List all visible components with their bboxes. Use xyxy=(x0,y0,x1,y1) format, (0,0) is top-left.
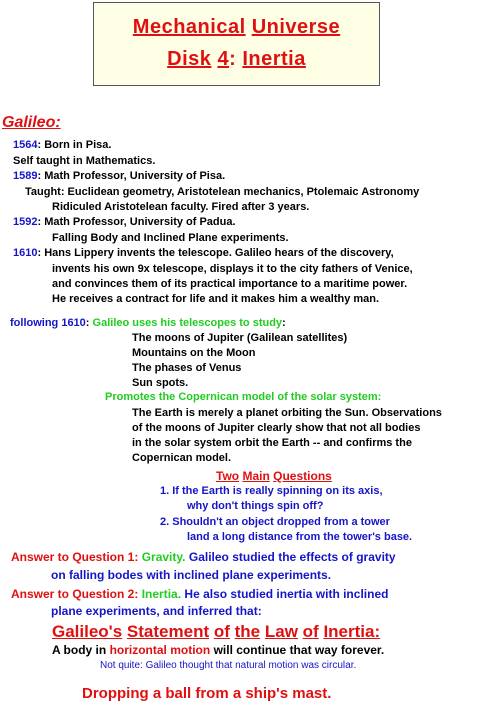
answer-2: Answer to Question 2: Inertia. He also studied inertia with inclined xyxy=(11,587,389,601)
bio-line: Taught: Euclidean geometry, Aristotelean mechanics, Ptolemaic Astronomy xyxy=(25,186,420,198)
bio-line: 1589: Math Professor, University of Pisa. xyxy=(13,170,226,182)
study-item: Mountains on the Moon xyxy=(132,347,256,359)
bio-line: invents his own 9x telescope, displays it to the city fathers of Venice, xyxy=(52,263,413,275)
dropping-caption: Dropping a ball from a ship's mast. xyxy=(82,685,332,702)
study-item: The phases of Venus xyxy=(132,362,242,374)
title-box xyxy=(93,2,380,86)
bio-line: Self taught in Mathematics. xyxy=(13,155,156,167)
study-item: The moons of Jupiter (Galilean satellites) xyxy=(132,332,348,344)
bio-line: Ridiculed Aristotelean faculty. Fired after 3 years. xyxy=(52,201,310,213)
title-colon: : xyxy=(229,48,237,70)
question-line: 2. Shouldn't an object dropped from a tower xyxy=(160,516,390,528)
title-word: Inertia xyxy=(242,48,306,70)
answer-1: Answer to Question 1: Gravity. Galileo studied the effects of gravity xyxy=(11,550,396,564)
title-word: 4 xyxy=(217,48,230,70)
study-item: Sun spots. xyxy=(132,377,189,389)
copernican-line: of the moons of Jupiter clearly show that not all bodies xyxy=(132,422,421,434)
bio-line: 1564: Born in Pisa. xyxy=(13,139,112,151)
bio-line: 1592: Math Professor, University of Padua. xyxy=(13,216,236,228)
copernican-line: The Earth is merely a planet orbiting the Sun. Observations xyxy=(132,407,442,419)
question-line: land a long distance from the tower's base. xyxy=(187,531,413,543)
bio-line: 1610: Hans Lippery invents the telescope. Galileo hears of the discovery, xyxy=(13,247,394,259)
questions-heading: Two Main Questions xyxy=(216,469,332,483)
bio-line: He receives a contract for life and it makes him a wealthy man. xyxy=(52,293,380,305)
answer-1-cont: on falling bodes with inclined plane experiments. xyxy=(51,568,332,582)
promotes-heading: Promotes the Copernican model of the solar system: xyxy=(105,391,382,403)
question-line: why don't things spin off? xyxy=(187,500,324,512)
following-line: following 1610: Galileo uses his telescopes to study: xyxy=(10,317,286,329)
title-line-2 xyxy=(94,49,379,69)
bio-line: and convinces them of its practical importance to a maritime power. xyxy=(52,278,408,290)
galileo-heading: Galileo: xyxy=(2,114,61,131)
copernican-line: Copernican model. xyxy=(132,452,232,464)
law-heading: Galileo's Statement of the Law of Inertia: xyxy=(52,622,381,641)
bio-line: Falling Body and Inclined Plane experiments. xyxy=(52,232,289,244)
title-line-1 xyxy=(94,17,379,37)
title-word: Mechanical xyxy=(132,16,246,38)
title-word: Disk xyxy=(167,48,212,70)
title-word: Universe xyxy=(251,16,341,38)
question-line: 1. If the Earth is really spinning on its axis, xyxy=(160,485,383,497)
answer-2-cont: plane experiments, and inferred that: xyxy=(51,604,262,618)
not-quite-note: Not quite: Galileo thought that natural motion was circular. xyxy=(100,660,357,671)
copernican-line: in the solar system orbit the Earth -- and confirms the xyxy=(132,437,412,449)
law-statement: A body in horizontal motion will continue that way forever. xyxy=(52,643,385,657)
